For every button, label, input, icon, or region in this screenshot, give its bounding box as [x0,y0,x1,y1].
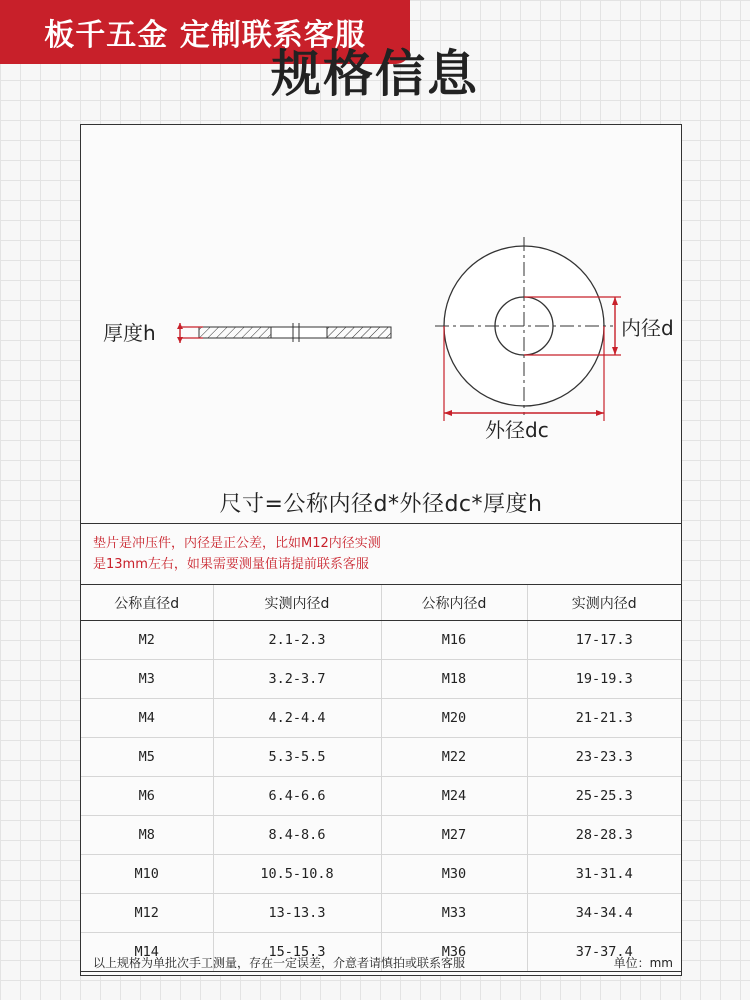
cell: M20 [381,699,527,738]
cell: 4.2-4.4 [213,699,381,738]
table-row [81,777,681,816]
footer [81,947,681,975]
cell: 13-13.3 [213,894,381,933]
header-nominal-inner: 公称内径d [381,585,527,621]
cell: M27 [381,816,527,855]
page-title: 规格信息 [271,45,479,103]
size-formula: 尺寸=公称内径d*外径dc*厚度h [219,492,543,517]
cell: M12 [81,894,213,933]
cell: 25-25.3 [527,777,681,816]
cell: M36 [381,933,527,972]
disclaimer-text: 以上规格为单批次手工测量，存在一定误差，介意者请慎拍或联系客服 [93,956,466,970]
thickness-label: 厚度h [103,321,156,345]
cell: 2.1-2.3 [213,621,381,660]
table-row [81,660,681,699]
cell: M6 [81,777,213,816]
cell: M8 [81,816,213,855]
cell: M16 [381,621,527,660]
washer-side-view [177,323,391,343]
cell: 17-17.3 [527,621,681,660]
cell: 3.2-3.7 [213,660,381,699]
cell: M4 [81,699,213,738]
table-row [81,855,681,894]
cell: 23-23.3 [527,738,681,777]
cell: M30 [381,855,527,894]
brand-badge: 板千五金 定制联系客服 [0,0,410,64]
header-nominal-diameter: 公称直径d [81,585,213,621]
table-row [81,621,681,660]
cell: 34-34.4 [527,894,681,933]
note-line-2: 是13mm左右，如果需要测量值请提前联系客服 [93,557,369,572]
cell: M24 [381,777,527,816]
note-line-1: 垫片是冲压件，内径是正公差，比如M12内径实测 [93,536,381,551]
header-measured-inner: 实测内径d [213,585,381,621]
outer-diameter-label: 外径dc [485,418,549,442]
cell: M5 [81,738,213,777]
spec-table [81,585,681,972]
washer-top-view [435,237,621,421]
cell: M33 [381,894,527,933]
cell: M10 [81,855,213,894]
table-row [81,894,681,933]
cell: 8.4-8.6 [213,816,381,855]
cell: 10.5-10.8 [213,855,381,894]
cell: M2 [81,621,213,660]
table-row [81,699,681,738]
cell: M14 [81,933,213,972]
washer-diagram [81,125,681,523]
cell: 6.4-6.6 [213,777,381,816]
table-header-row [81,585,681,621]
cell: 21-21.3 [527,699,681,738]
spec-panel [80,124,682,976]
cell: M22 [381,738,527,777]
header-measured-inner-2: 实测内径d [527,585,681,621]
table-row [81,816,681,855]
inner-diameter-label: 内径d [621,316,674,340]
cell: 5.3-5.5 [213,738,381,777]
cell: 15-15.3 [213,933,381,972]
cell: 19-19.3 [527,660,681,699]
cell: 31-31.4 [527,855,681,894]
tolerance-note [81,523,681,585]
cell: M3 [81,660,213,699]
cell: 37-37.4 [527,933,681,972]
table-row [81,738,681,777]
cell: M18 [381,660,527,699]
unit-text: 单位：mm [613,956,673,970]
cell: 28-28.3 [527,816,681,855]
